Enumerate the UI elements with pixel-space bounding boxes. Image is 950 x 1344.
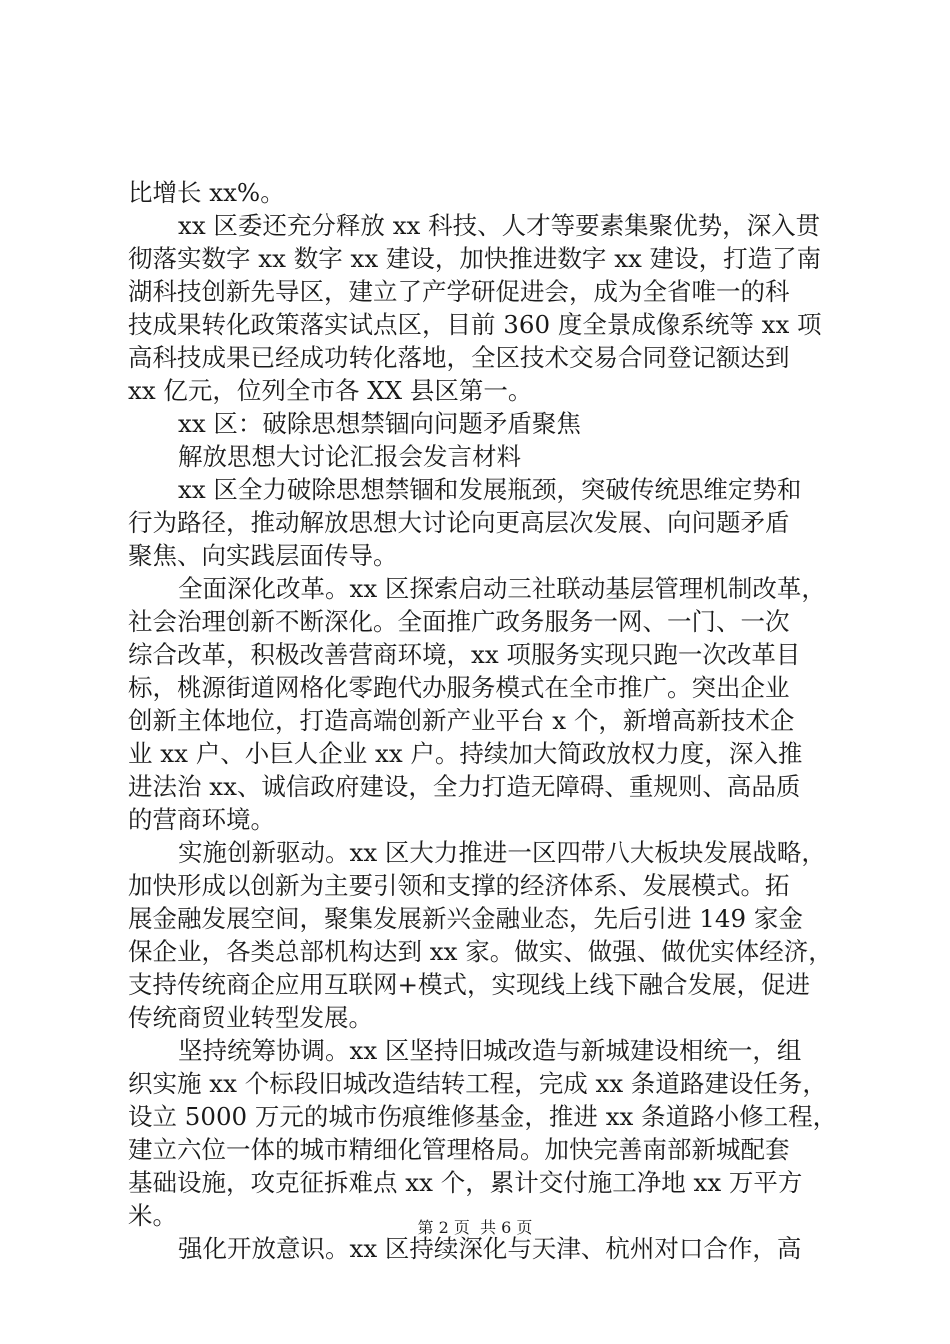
- text-line: 传统商贸业转型发展。: [128, 1003, 373, 1032]
- text-line: 技成果转化政策落实试点区，目前 360 度全景成像系统等 xx 项: [128, 310, 822, 339]
- text-line: xx 亿元，位列全市各 XX 县区第一。: [128, 376, 533, 405]
- text-line: 实施创新驱动。xx 区大力推进一区四带八大板块发展战略，: [178, 838, 826, 867]
- text-line: 展金融发展空间，聚集发展新兴金融业态，先后引进 149 家金: [128, 904, 803, 933]
- text-line: 创新主体地位，打造高端创新产业平台 x 个，新增高新技术企: [128, 706, 795, 735]
- text-line: 织实施 xx 个标段旧城改造结转工程，完成 xx 条道路建设任务，: [128, 1069, 827, 1098]
- text-line: 保企业，各类总部机构达到 xx 家。做实、做强、做优实体经济，: [128, 937, 833, 966]
- text-line: 进法治 xx、诚信政府建设，全力打造无障碍、重规则、高品质: [128, 772, 801, 801]
- text-line: 彻落实数字 xx 数字 xx 建设，加快推进数字 xx 建设，打造了南: [128, 244, 822, 273]
- text-line: 的营商环境。: [128, 805, 275, 834]
- text-line: xx 区：破除思想禁锢向问题矛盾聚焦: [178, 409, 581, 438]
- text-line: 社会治理创新不断深化。全面推广政务服务一网、一门、一次: [128, 607, 790, 636]
- text-line: 坚持统筹协调。xx 区坚持旧城改造与新城建设相统一，组: [178, 1036, 802, 1065]
- text-line: 行为路径，推动解放思想大讨论向更高层次发展、向问题矛盾: [128, 508, 790, 537]
- page-footer: 第 2 页 共 6 页: [417, 1218, 533, 1237]
- text-line: 设立 5000 万元的城市伤痕维修基金，推进 xx 条道路小修工程，: [128, 1102, 838, 1131]
- text-line: 聚焦、向实践层面传导。: [128, 541, 398, 570]
- text-line: 支持传统商企应用互联网+模式，实现线上线下融合发展，促进: [128, 970, 811, 999]
- text-line: 米。: [128, 1201, 177, 1230]
- text-line: 业 xx 户、小巨人企业 xx 户。持续加大简政放权力度，深入推: [128, 739, 803, 768]
- text-line: 高科技成果已经成功转化落地，全区技术交易合同登记额达到: [128, 343, 790, 372]
- text-line: 比增长 xx%。: [128, 178, 285, 207]
- text-line: 综合改革，积极改善营商环境，xx 项服务实现只跑一次改革目: [128, 640, 801, 669]
- text-line: xx 区全力破除思想禁锢和发展瓶颈，突破传统思维定势和: [178, 475, 802, 504]
- text-line: 加快形成以创新为主要引领和支撑的经济体系、发展模式。拓: [128, 871, 790, 900]
- text-line: 全面深化改革。xx 区探索启动三社联动基层管理机制改革，: [178, 574, 826, 603]
- text-line: 强化开放意识。xx 区持续深化与天津、杭州对口合作，高: [178, 1234, 802, 1263]
- text-line: 基础设施，攻克征拆难点 xx 个，累计交付施工净地 xx 万平方: [128, 1168, 803, 1197]
- text-line: xx 区委还充分释放 xx 科技、人才等要素集聚优势，深入贯: [178, 211, 821, 240]
- text-line: 标，桃源街道网格化零跑代办服务模式在全市推广。突出企业: [128, 673, 790, 702]
- text-line: 湖科技创新先导区，建立了产学研促进会，成为全省唯一的科: [128, 277, 790, 306]
- document-body: [128, 176, 838, 1265]
- text-line: 建立六位一体的城市精细化管理格局。加快完善南部新城配套: [128, 1135, 790, 1164]
- text-line: 解放思想大讨论汇报会发言材料: [178, 442, 521, 471]
